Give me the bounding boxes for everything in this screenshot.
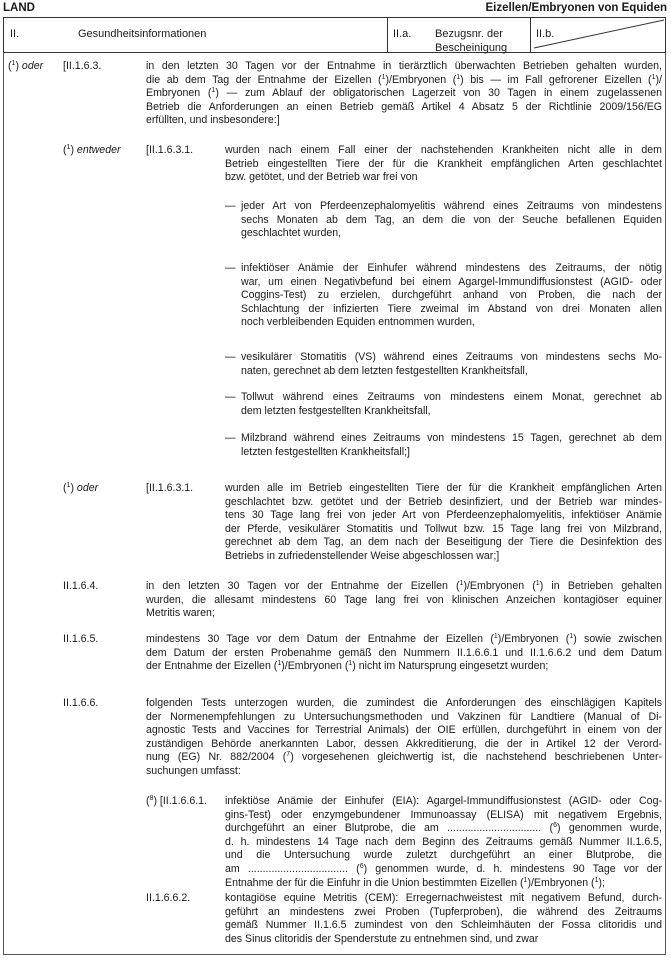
text-line: in den letzten 30 Tagen vor der Entnahme in tierärztlich überwachten Betrieben gehalten wurden, <box>146 60 662 72</box>
option-marker-oder: ($^1$) oder <box>8 60 44 72</box>
bullet-item <box>241 351 662 378</box>
option-marker-entweder: ($^1$) entweder <box>63 144 121 156</box>
text-line: gerechnet ab dem Tag, an dem nach der Beseitigung der Tiere die Desinfektion des <box>225 536 662 549</box>
text-line: zuständigen Behörde anerkannten Labor, dessen Akkreditierung, die der in Artikel 12 der Verord- <box>146 737 662 750</box>
text-line: geschlachtet bzw. getötet und der Betrieb desinfiziert, und der Betrieb war mindes- <box>225 495 662 508</box>
text-line: und die Untersuchung wurde zuletzt durchgeführt an einer Blutprobe, die <box>225 849 662 862</box>
text-line: folgenden Tests unterzogen wurden, die zumindest die Anforderungen des einschlägigen Kapitels <box>146 697 662 709</box>
section-title: Gesundheitsinformationen <box>78 28 207 40</box>
section-cell <box>4 18 388 52</box>
clause-text-II-1-6-4 <box>146 580 662 621</box>
text-line: geführt an mindestens zwei Proben (Tupferproben), die während des Zeitraums <box>225 905 662 918</box>
clause-text-II-1-6-3-1-a <box>225 144 662 185</box>
text-line: nung (EG) Nr. 882/2004 ($^7$) vorgesehenen gleichwertig ist, die nachstehend beschriebenen Unter- <box>146 751 662 764</box>
text-line: des Sinus clitoridis der Spenderstute zu entnehmen sind, und zwar <box>225 932 539 945</box>
text-line: der Pferde, vesikulärer Stomatitis und Tollwut bzw. 15 Tage lang frei von Milzbrand, <box>225 522 662 535</box>
text-line: Schlachtung der infizierten Tiere zweimal im Abstand von drei Monaten allen <box>241 302 662 315</box>
bullet-dash: — <box>225 351 236 363</box>
text-line: suchungen umfasst: <box>146 764 241 777</box>
subreference-number: II.b. <box>536 28 555 40</box>
text-line: Coggins-Test) zu erzielen, durchgeführt anhand von Proben, die nach der <box>241 289 662 302</box>
text-line: der Entnahme der Eizellen ($^1$)/Embryonen ($^1$) nicht im Natursprung eingesetzt wurden; <box>146 660 549 673</box>
bullet-dash: — <box>225 432 236 444</box>
clause-text-II-1-6-6 <box>146 697 662 779</box>
clause-number: [II.1.6.3. <box>63 60 102 72</box>
clause-number: II.1.6.5. <box>63 633 99 645</box>
text-line: dem letzten festgestellten Krankheitsfall, <box>241 404 431 417</box>
clause-text-II-1-6-6-2 <box>225 892 662 946</box>
clause-text-II-1-6-6-1 <box>225 795 662 890</box>
text-line: durchgeführt an einer Blutprobe, die am ................................ ($^6$) genommen wurde, <box>225 822 662 835</box>
text-line: Tollwut während eines Zeitraums von mindestens einem Monat, gerechnet ab <box>241 391 662 403</box>
text-line: Milzbrand während eines Zeitraums von mindestens 15 Tagen, gerechnet ab dem <box>241 432 662 444</box>
clause-number: II.1.6.6. <box>63 697 99 709</box>
bullet-dash: — <box>225 391 236 403</box>
text-line: gemäß Nummer II.1.6.5 zumindest von den Schleimhäuten der Fossa clitoridis und <box>225 919 662 932</box>
section-number: II. <box>10 28 20 40</box>
bullet-item <box>241 262 662 330</box>
bullet-item <box>241 200 662 241</box>
bullet-item <box>241 391 662 418</box>
text-line: letzten festgestellten Krankheitsfall;] <box>241 445 411 458</box>
clause-number: II.1.6.6.2. <box>146 892 191 904</box>
subreference-cell <box>530 18 665 52</box>
text-line: Betrieb die Anforderungen an einen Betrieb gemäß Artikel 4 Absatz 5 der Richtlinie 2009/156/EG <box>146 100 662 113</box>
text-line: wurden alle im Betrieb eingestellten Tiere der für die Krankheit empfänglichen Arten <box>225 482 662 494</box>
text-line: kontagiöse equine Metritis (CEM): Erregernachweistest mit negativem Befund, durch- <box>225 892 662 904</box>
text-line: Betrieb eingestellten Tiere der für die Krankheit empfänglichen Arten geschlachtet <box>225 157 662 170</box>
text-line: mindestens 30 Tage vor dem Datum der Entnahme der Eizellen ($^1$)/Embryonen ($^1$) sowie zwischen <box>146 633 662 645</box>
text-line: Entnahme der für die Einfuhr in die Union bestimmten Eizellen ($^1$)/Embryonen ($^1$); <box>225 876 605 889</box>
clause-number: ($^8$) [II.1.6.6.1. <box>146 795 208 807</box>
clause-number: [II.1.6.3.1. <box>146 482 194 494</box>
document-title: Eizellen/Embryonen von Equiden <box>485 2 667 14</box>
text-line: dem Datum der ersten Probenahme gemäß den Nummern II.1.6.6.1 und II.1.6.6.2 und dem Datum <box>146 646 662 659</box>
text-line: in den letzten 30 Tagen vor der Entnahme der Eizellen ($^1$)/Embryonen ($^1$) in Betrieben gehalten <box>146 580 662 592</box>
text-line: vesikulärer Stomatitis (VS) während eines Zeitraums von mindestens sechs Mo- <box>241 351 662 363</box>
text-line: sechs Monaten ab dem Tag, an dem die von der Seuche befallenen Equiden <box>241 213 662 226</box>
text-line: wurden, die allesamt mindestens 60 Tage lang frei von klinischen Anzeichen kontagiöser equiner <box>146 593 662 606</box>
clause-number: II.1.6.4. <box>63 580 99 592</box>
text-line: die ab dem Tag der Entnahme der Eizellen ($^1$)/Embryonen ($^1$) bis — im Fall gefrorener Eizellen ($^1$)/ <box>146 73 662 86</box>
text-line: war, um einen Negativbefund bei einem Agargel-Immundiffusionstest (AGID- oder <box>241 275 662 288</box>
text-line: wurden nach einem Fall einer der nachstehenden Krankheiten nicht alle in dem <box>225 144 662 156</box>
reference-cell <box>387 18 531 52</box>
text-line: infektiöse Anämie der Einhufer (EIA): Agargel-Immundiffusionstest (AGID- oder Cog- <box>225 795 662 807</box>
text-line: Metritis waren; <box>146 607 215 620</box>
text-line: gins-Test) oder enzymgebundener Immunoassay (ELISA) mit negativem Ergebnis, <box>225 808 662 821</box>
diagonal-strike-icon <box>530 18 666 52</box>
bullet-dash: — <box>225 200 236 212</box>
reference-number: II.a. <box>393 28 412 40</box>
clause-text-II-1-6-5 <box>146 633 662 674</box>
text-line: naten, gerechnet ab dem letzten festgestellten Krankheitsfall, <box>241 364 528 377</box>
text-line: d. h. mindestens 14 Tage nach dem Beginn des Zeitraums gemäß Nummer II.1.6.5, <box>225 835 662 848</box>
section-header <box>3 17 666 53</box>
bullet-item <box>241 432 662 459</box>
text-line: jeder Art von Pferdeenzephalomyelitis während eines Zeitraums von mindestens <box>241 200 662 212</box>
clause-text-II-1-6-3-1-b <box>225 482 662 564</box>
top-bar <box>3 2 667 16</box>
reference-title: Bezugsnr. der Bescheinigung <box>435 28 508 54</box>
text-line: bzw. getötet, und der Betrieb war frei von <box>225 171 418 184</box>
text-line: Embryonen ($^1$) — zum Ablauf der obligatorischen Lagerzeit von 30 Tagen in einem zugelassenen <box>146 87 662 100</box>
text-line: erfüllten, und insbesondere:] <box>146 114 280 127</box>
text-line: geschlachtet wurden, <box>241 227 342 240</box>
text-line: noch verbleibenden Equiden entnommen wurden, <box>241 316 475 329</box>
bullet-dash: — <box>225 262 236 274</box>
text-line: infektiöser Anämie der Einhufer während mindestens des Zeitraums, der nötig <box>241 262 662 274</box>
text-line: tens 30 Tage lang frei von jeder Art von Pferdeenzephalomyelitis, infektiöser Anämie <box>225 509 662 522</box>
clause-number: [II.1.6.3.1. <box>146 144 194 156</box>
text-line: der Normenempfehlungen zu Untersuchungsmethoden und Vakzinen für Landtiere (Manual of Di- <box>146 710 662 723</box>
country-label: LAND <box>3 2 35 14</box>
clause-text-II-1-6-3 <box>146 60 662 128</box>
option-marker-oder: ($^1$) oder <box>63 482 99 494</box>
text-line: agnostic Tests and Vaccines for Terrestrial Animals) der OIE erfüllen, durchgeführt in einem von der <box>146 724 662 737</box>
text-line: am .................................. ($^6$) genommen wurde, d. h. mindestens 90 Tage vor der <box>225 862 663 875</box>
text-line: Betriebs in zufriedenstellender Weise abgeschlossen war;] <box>225 549 500 562</box>
